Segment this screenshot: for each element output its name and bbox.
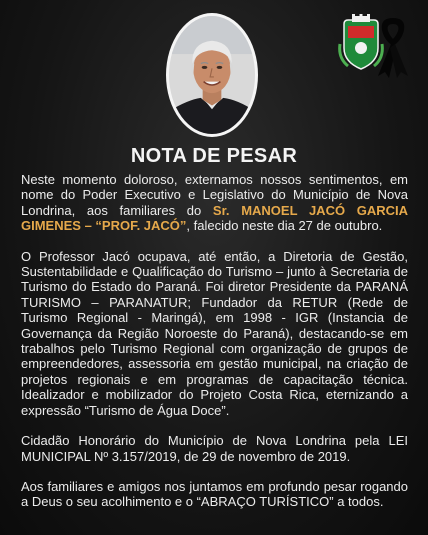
paragraph-closing: Aos familiares e amigos nos juntamos em profundo pesar rogando a Deus o seu acolhimento e o “ABRAÇO TURÍSTICO” a todos.	[21, 478, 408, 510]
paragraph-condolence	[21, 172, 408, 234]
page-title: NOTA DE PESAR	[130, 145, 298, 167]
paragraph-biography: O Professor Jacó ocupava, até então, a Diretoria de Gestão, Sustentabilidade e Qualificação do Turismo – junto à Secretaria de Turismo do Estado do Paraná. Foi diretor Presidente da PARANÁ TURISMO – PARANATUR; Fundador da RETUR (Rede de Turismo Regional - Maringá), em 1998 - IGR (Instancia de Governança da Região Noroeste do Paraná), destacando-se em trabalhos pelo Turismo Regional com organização de grupos de empreendedores, assessoria em gestão municipal, na criação de projetos regionais e em programas de capacitação técnica. Idealizador e mobilizador do Projeto Costa Rica, eternizando a expressão “Turismo de Água Doce”.	[21, 248, 408, 418]
deceased-name: Sr. MANOEL JACÓ GARCIA GIMENES – “PROF. JACÓ”	[21, 202, 409, 234]
message-body	[21, 172, 408, 525]
paragraph-condolence-tail: , falecido neste dia 27 de outubro.	[186, 218, 383, 234]
mourning-ribbon-icon	[376, 14, 410, 80]
paragraph-honorary: Cidadão Honorário do Município de Nova Londrina pela LEI MUNICIPAL Nº 3.157/2019, de 29 de novembro de 2019.	[21, 433, 408, 464]
paragraph-condolence-lead: Neste momento doloroso, externamos nossos sentimentos, em nome do Poder Executivo e Legislativo do Município de Nova Londrina, aos familiares do	[21, 172, 408, 218]
portrait-photo	[166, 13, 258, 137]
